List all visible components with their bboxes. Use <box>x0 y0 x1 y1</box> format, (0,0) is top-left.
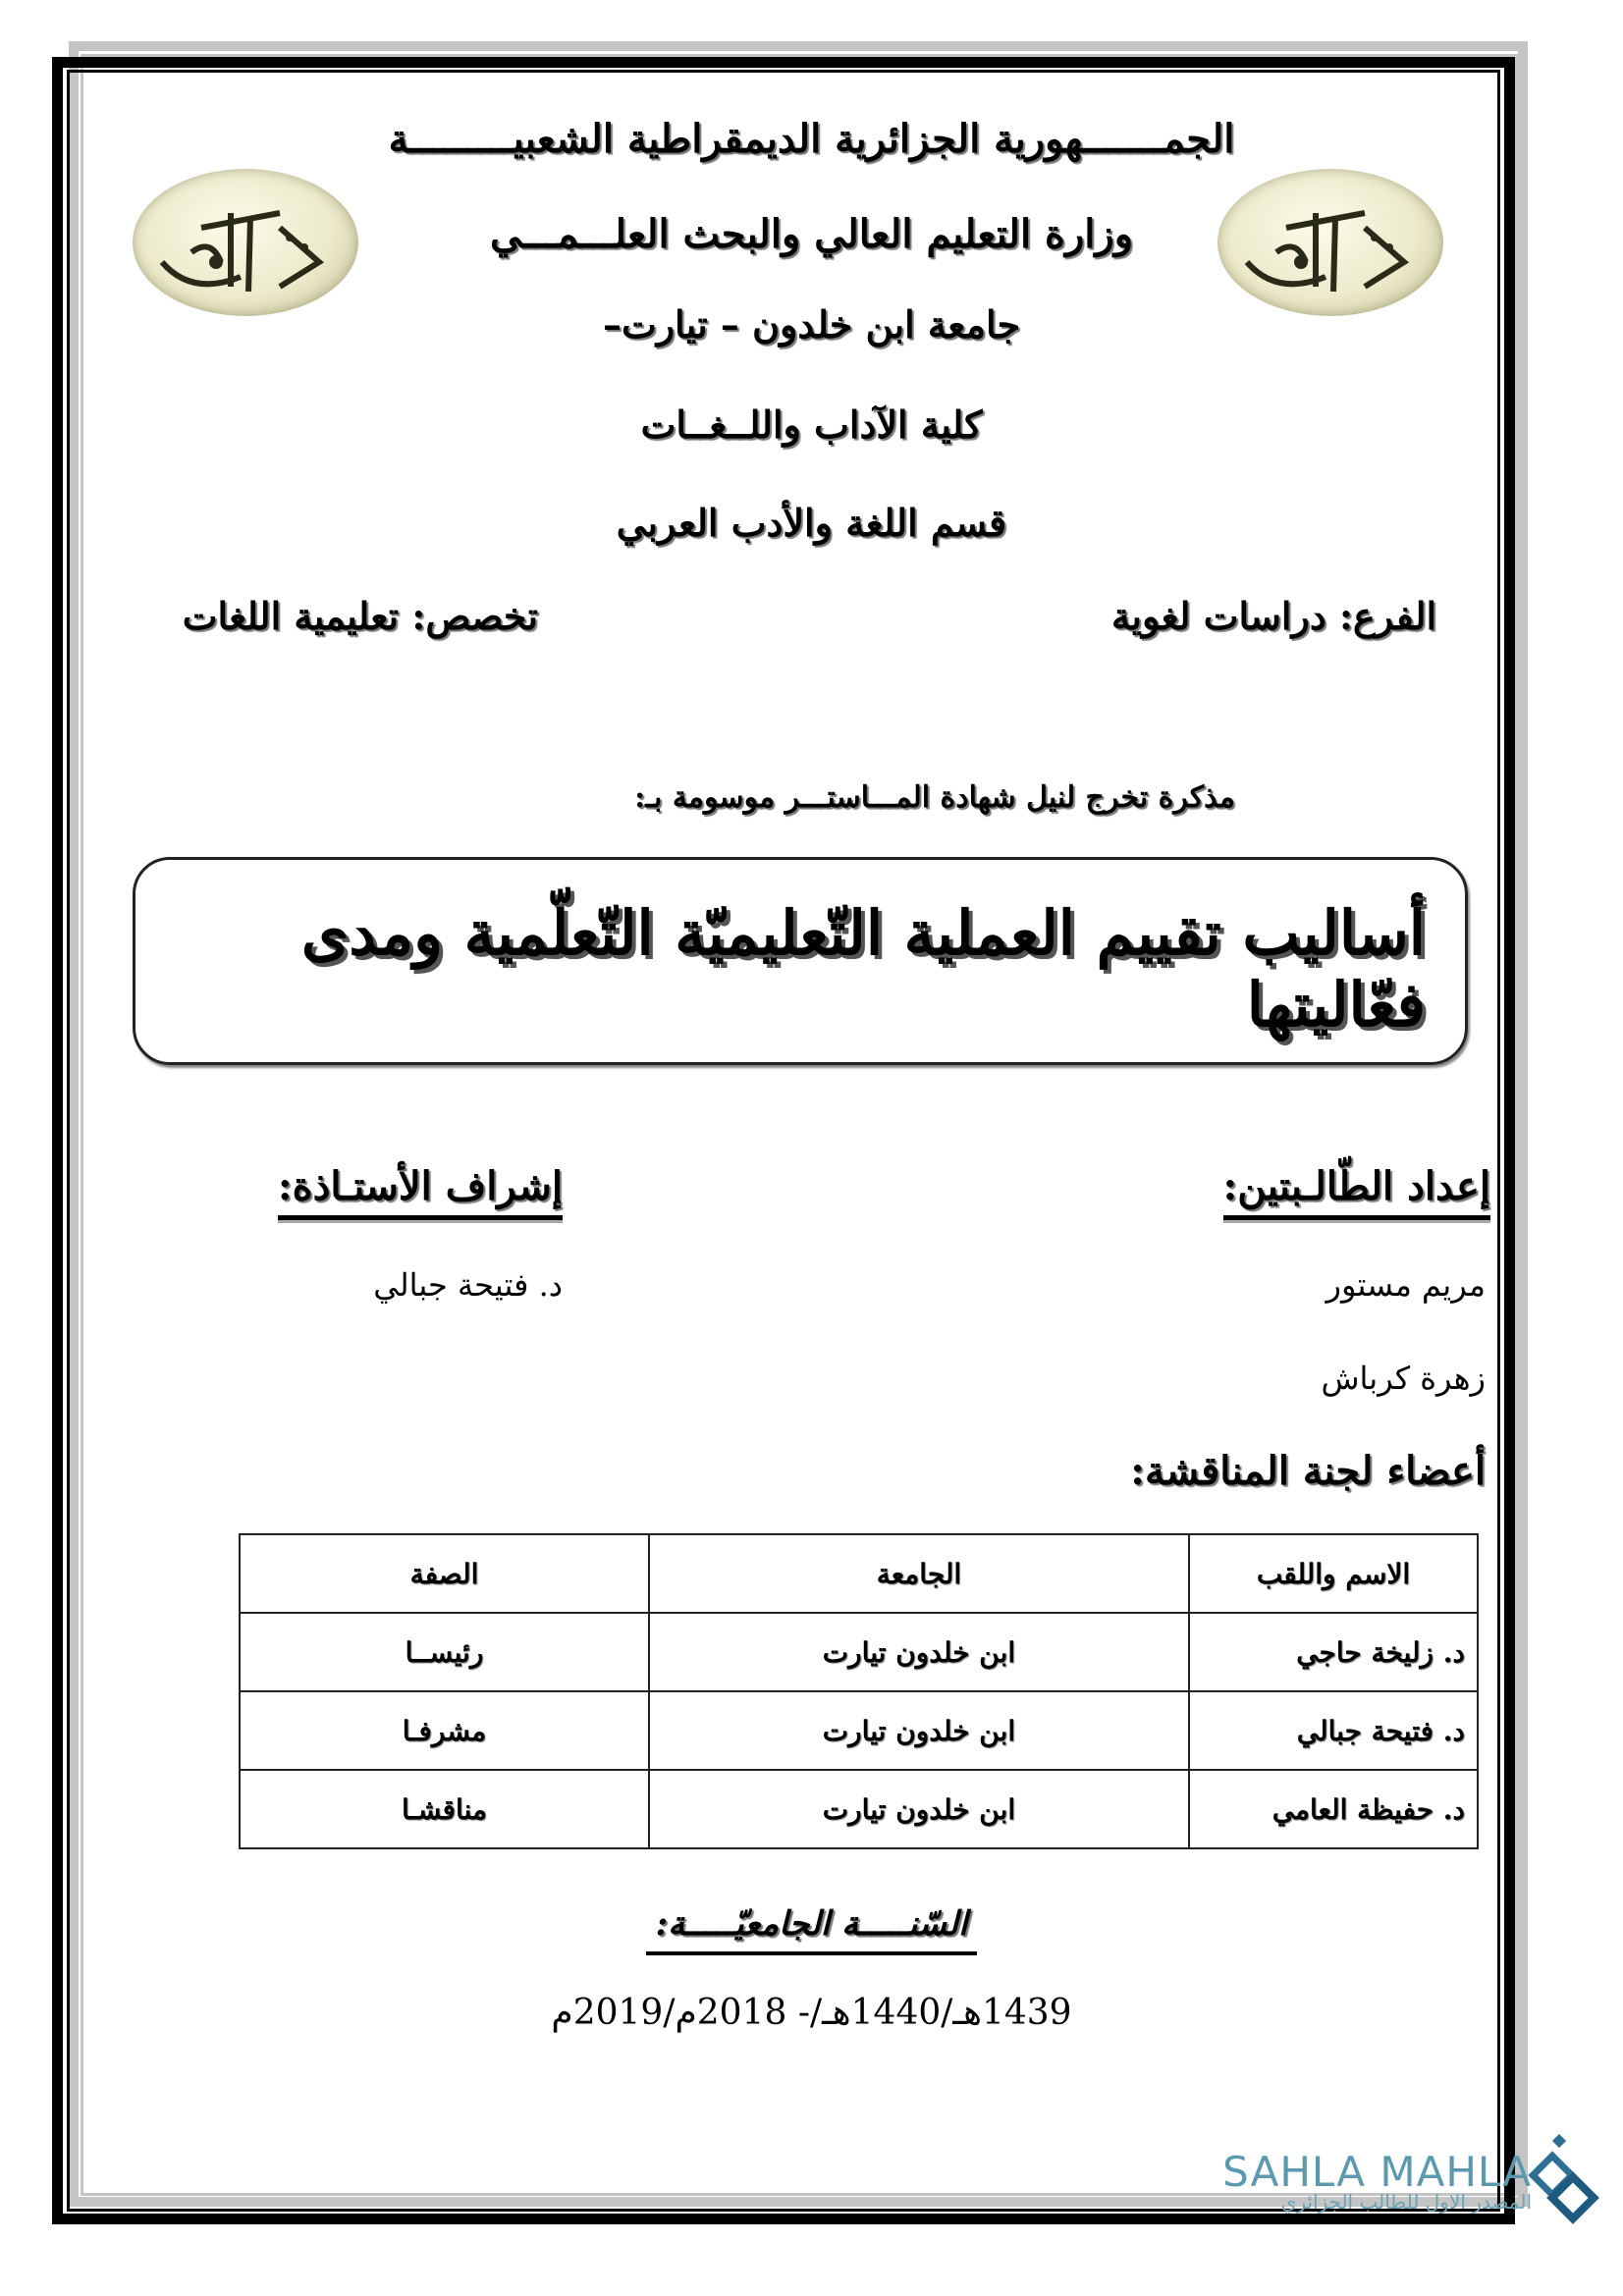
academic-year-value: 1439هـ/1440هـ/- 2018م/2019م <box>551 1993 1072 2033</box>
member-role: رئيســا <box>240 1613 649 1691</box>
authors-heading: إعداد الطّالـبتين: <box>1223 1163 1490 1220</box>
supervisor-name: د. فتيحة جبالي <box>373 1266 563 1304</box>
member-name: د. زليخة حاجي <box>1189 1613 1478 1691</box>
member-university: ابن خلدون تيارت <box>649 1613 1189 1691</box>
table-row <box>240 1613 1478 1691</box>
academic-year-block <box>0 1904 1623 1944</box>
specialty-label: تخصص: تعليمية اللغات <box>182 594 538 638</box>
table-row <box>240 1691 1478 1770</box>
committee-table <box>239 1533 1479 1849</box>
member-role: مشرفـا <box>240 1691 649 1770</box>
supervisor-heading: إشراف الأستـاذة: <box>278 1163 563 1220</box>
column-header-role: الصفة <box>240 1534 649 1613</box>
thesis-title: أساليب تقييم العملية التّعليميّة التّعلّمية ومدى فعّاليتها <box>300 897 1426 1041</box>
author-name: مريم مستور <box>1325 1266 1486 1304</box>
thesis-title-box <box>133 857 1468 1065</box>
committee-heading: أعضاء لجنة المناقشة: <box>1130 1448 1486 1494</box>
column-header-name: الاسم واللقب <box>1189 1534 1478 1613</box>
member-university: ابن خلدون تيارت <box>649 1770 1189 1848</box>
academic-year-label: السّنـــــة الجامعيّـــــة: <box>646 1904 978 1955</box>
table-row <box>240 1770 1478 1848</box>
member-name: د. فتيحة جبالي <box>1189 1691 1478 1770</box>
faculty-name: كلية الآداب واللــغــات <box>640 402 983 447</box>
republic-name: الجمـــــــهورية الجزائرية الديمقراطية الشعبيـــــــــة <box>388 116 1235 162</box>
watermark-tagline: المصدر الاول للطالب الجزائري <box>1280 2190 1532 2214</box>
member-role: مناقشـا <box>240 1770 649 1848</box>
page-frame-inner <box>67 70 1500 2212</box>
branch-label: الفرع: دراسات لغوية <box>1111 594 1436 638</box>
thesis-subtitle: مذكرة تخرج لنيل شهادة المـــاستـــر موسومة بـ: <box>634 780 1235 815</box>
member-name: د. حفيظة العامي <box>1189 1770 1478 1848</box>
column-header-university: الجامعة <box>649 1534 1189 1613</box>
department-name: قسم اللغة والأدب العربي <box>616 501 1007 545</box>
ministry-name: وزارة التعليم العالي والبحث العلـــمـــي <box>489 211 1134 257</box>
sahla-mahla-watermark <box>1139 2148 1532 2214</box>
watermark-brand: SAHLA MAHLA <box>1222 2148 1532 2196</box>
author-name: زهرة كرباش <box>1321 1360 1486 1397</box>
member-university: ابن خلدون تيارت <box>649 1691 1189 1770</box>
university-name: جامعة ابن خلدون – تيارت– <box>602 302 1021 347</box>
sahla-mahla-logo-icon <box>1527 2132 1605 2225</box>
table-header-row <box>240 1534 1478 1613</box>
